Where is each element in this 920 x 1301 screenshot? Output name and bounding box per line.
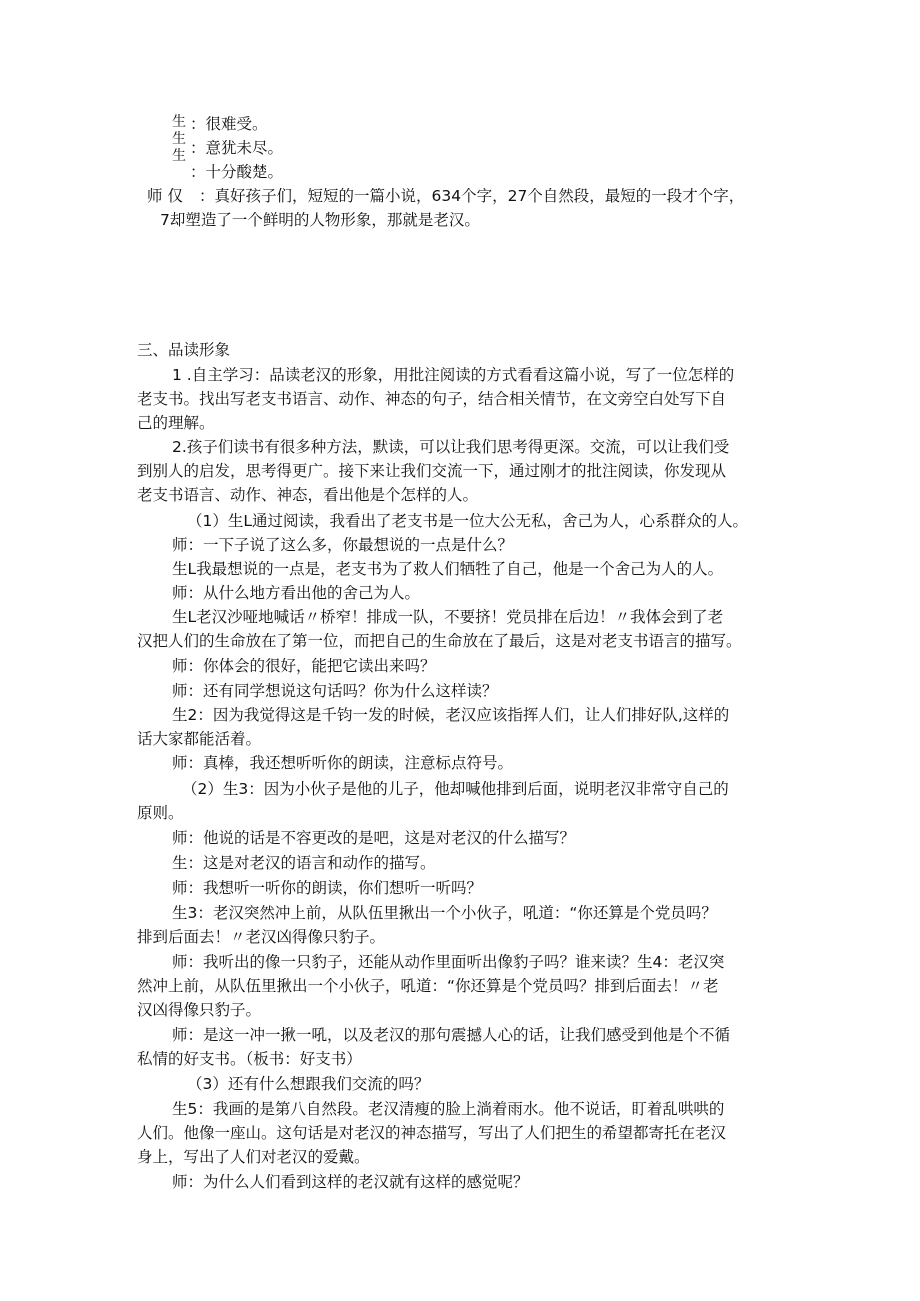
paragraph-line: 师：真棒，我还想听听你的朗读，注意标点符号。 bbox=[172, 754, 514, 772]
paragraph-line: 1 .自主学习：品读老汉的形象，用批注阅读的方式看看这篇小说，写了一位怎样的 bbox=[172, 366, 735, 384]
teacher-prefix: 师 仅 bbox=[147, 187, 183, 205]
paragraph-line: 老支书语言、动作、神态，看出他是个怎样的人。 bbox=[137, 486, 479, 504]
paragraph-line: 师：我想听一听你的朗读，你们想听一听吗？ bbox=[172, 879, 483, 897]
teacher-line: 7却塑造了一个鲜明的人物形象，那就是老汉。 bbox=[160, 211, 480, 229]
paragraph-line: （2）生3：因为小伙子是他的儿子，他却喊他排到后面，说明老汉非常守自己的 bbox=[182, 780, 729, 798]
paragraph-line: 生3：老汉突然冲上前，从队伍里揪出一个小伙子，吼道：“你还算是个党员吗？ bbox=[172, 904, 717, 922]
paragraph-line: 汉凶得像只豹子。 bbox=[137, 1001, 262, 1019]
paragraph-line: 到别人的启发，思考得更广。接下来让我们交流一下，通过刚才的批注阅读，你发现从 bbox=[137, 462, 727, 480]
paragraph-line: 然冲上前，从队伍里揪出一个小伙子，吼道：“你还算是个党员吗？排到后面去！〃老 bbox=[137, 977, 719, 995]
paragraph-line: 师：还有同学想说这句话吗？你为什么这样读？ bbox=[172, 682, 498, 700]
dialogue-line: ：很难受。 bbox=[190, 115, 268, 133]
teacher-line: ：真好孩子们，短短的一篇小说，634个字，27个自然段，最短的一段才个字， bbox=[199, 187, 745, 205]
paragraph-line: （3）还有什么想跟我们交流的吗？ bbox=[187, 1075, 430, 1093]
paragraph-line: 生L我最想说的一点是，老支书为了救人们牺牲了自己，他是一个舍己为人的人。 bbox=[172, 560, 724, 578]
speaker-label: 生 bbox=[172, 131, 186, 147]
paragraph-line: 原则。 bbox=[137, 804, 184, 822]
paragraph-line: （1）生L通过阅读，我看出了老支书是一位大公无私，舍己为人，心系群众的人。 bbox=[187, 512, 748, 530]
paragraph-line: 师：一下子说了这么多，你最想说的一点是什么？ bbox=[172, 536, 514, 554]
paragraph-line: 师：为什么人们看到这样的老汉就有这样的感觉呢？ bbox=[172, 1173, 529, 1191]
paragraph-line: 身上，写出了人们对老汉的爱戴。 bbox=[137, 1148, 370, 1166]
paragraph-line: 师：是这一冲一揪一吼，以及老汉的那句震撼人心的话，让我们感受到他是个不循 bbox=[172, 1026, 731, 1044]
speaker-label: 生 bbox=[172, 148, 186, 164]
dialogue-line: ：意犹未尽。 bbox=[190, 139, 284, 157]
paragraph-line: 师：我听出的像一只豹子，还能从动作里面听出像豹子吗？谁来读？生4：老汉突 bbox=[172, 953, 725, 971]
paragraph-line: 排到后面去！〃老汉凶得像只豹子。 bbox=[137, 928, 386, 946]
paragraph-line: 己的理解。 bbox=[137, 414, 215, 432]
paragraph-line: 人们。他像一座山。这句话是对老汉的神态描写，写出了人们把生的希望都寄托在老汉 bbox=[137, 1124, 727, 1142]
speaker-label: 生 bbox=[172, 114, 186, 130]
paragraph-line: 生5：我画的是第八自然段。老汉清瘦的脸上淌着雨水。他不说话，盯着乱哄哄的 bbox=[172, 1100, 725, 1118]
paragraph-line: 2.孩子们读书有很多种方法，默读，可以让我们思考得更深。交流，可以让我们受 bbox=[172, 438, 730, 456]
paragraph-line: 师：他说的话是不容更改的是吧，这是对老汉的什么描写？ bbox=[172, 829, 576, 847]
section-heading: 三、品读形象 bbox=[137, 341, 231, 359]
dialogue-line: ：十分酸楚。 bbox=[190, 163, 284, 181]
paragraph-line: 私情的好支书。（板书：好支书） bbox=[137, 1050, 362, 1068]
paragraph-line: 话大家都能活着。 bbox=[137, 730, 262, 748]
paragraph-line: 师：从什么地方看出他的舍己为人。 bbox=[172, 584, 421, 602]
paragraph-line: 汉把人们的生命放在了第一位，而把自己的生命放在了最后，这是对老支书语言的描写。 bbox=[137, 632, 742, 650]
paragraph-line: 师：你体会的很好，能把它读出来吗？ bbox=[172, 657, 436, 675]
paragraph-line: 老支书。找出写老支书语言、动作、神态的句子，结合相关情节，在文旁空白处写下自 bbox=[137, 390, 727, 408]
paragraph-line: 生L老汉沙哑地喊话〃桥窄！排成一队，不要挤！党员排在后边！〃我体会到了老 bbox=[172, 608, 724, 626]
paragraph-line: 生：这是对老汉的语言和动作的描写。 bbox=[172, 854, 436, 872]
paragraph-line: 生2：因为我觉得这是千钧一发的时候，老汉应该指挥人们，让人们排好队,这样的 bbox=[172, 706, 730, 724]
